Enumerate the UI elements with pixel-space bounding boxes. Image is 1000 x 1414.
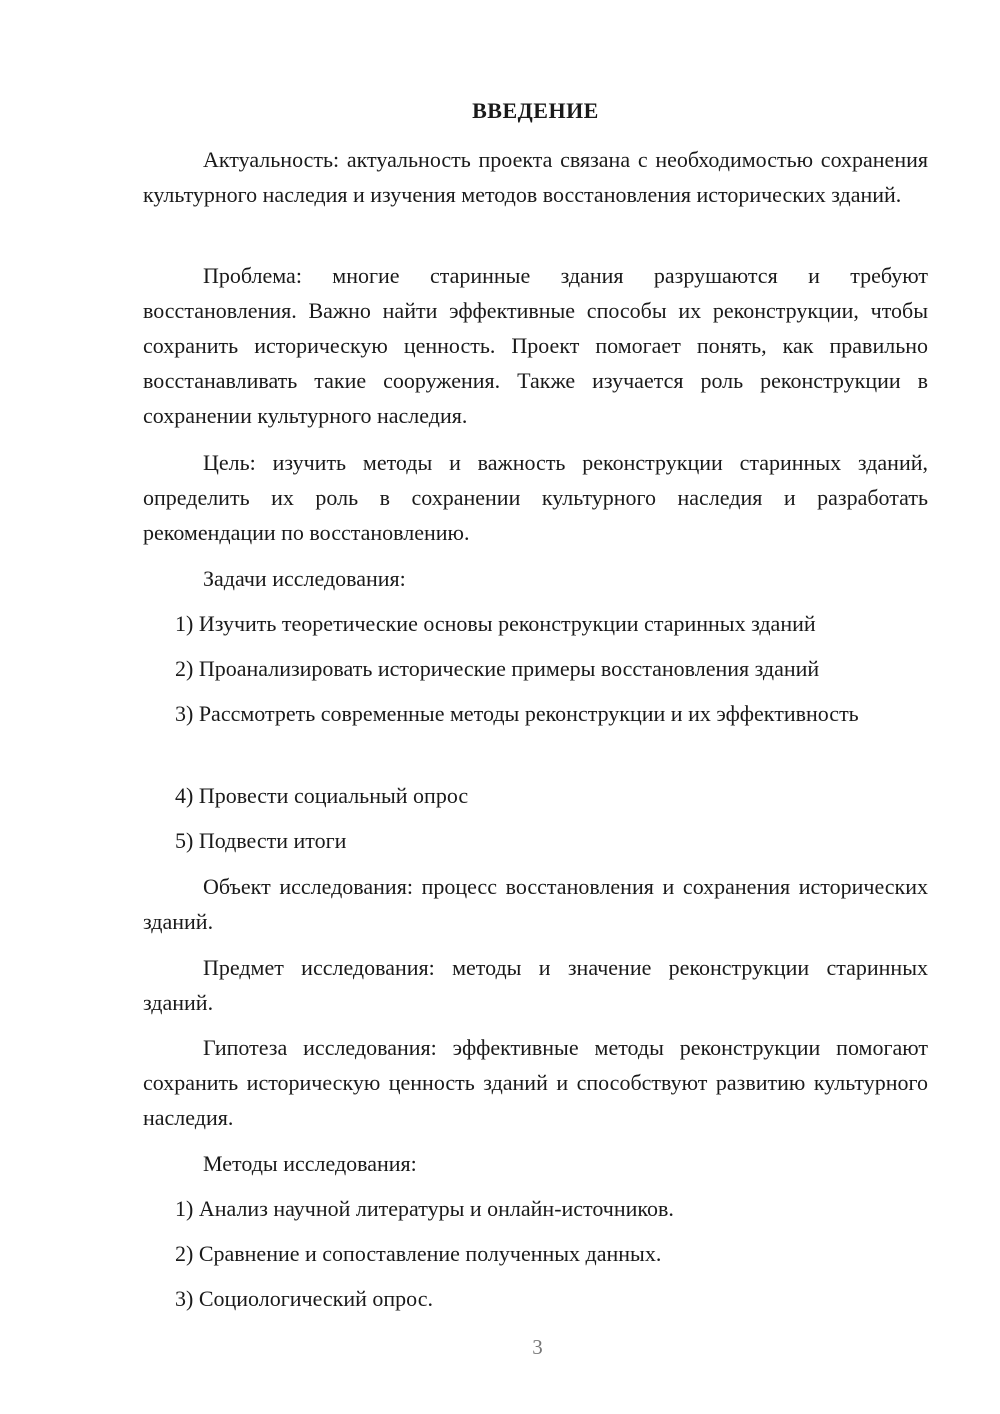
problem-paragraph: Проблема: многие старинные здания разрушаются и требуют восстановления. Важно найти эффективные способы их реконструкции, чтобы сохранить историческую ценность. Проект помогает понять, как правильно восстанавливать такие сооружения. Также изучается роль реконструкции в сохранении культурного наследия. xyxy=(143,263,928,428)
task-item-4: 4) Провести социальный опрос xyxy=(175,783,469,808)
task-item-2: 2) Проанализировать исторические примеры восстановления зданий xyxy=(175,656,820,681)
object-paragraph: Объект исследования: процесс восстановления и сохранения исторических зданий. xyxy=(143,874,928,934)
section-heading: ВВЕДЕНИЕ xyxy=(472,98,599,123)
goal-paragraph: Цель: изучить методы и важность реконструкции старинных зданий, определить их роль в сохранении культурного наследия и разработать рекомендации по восстановлению. xyxy=(143,450,928,545)
method-item-1: 1) Анализ научной литературы и онлайн-источников. xyxy=(175,1196,674,1221)
page-number: 3 xyxy=(532,1335,543,1359)
method-item-2: 2) Сравнение и сопоставление полученных данных. xyxy=(175,1241,662,1266)
method-item-3: 3) Социологический опрос. xyxy=(175,1286,433,1311)
task-item-5: 5) Подвести итоги xyxy=(175,828,347,853)
subject-paragraph: Предмет исследования: методы и значение реконструкции старинных зданий. xyxy=(143,955,928,1015)
relevance-paragraph: Актуальность: актуальность проекта связана с необходимостью сохранения культурного наследия и изучения методов восстановления исторических зданий. xyxy=(143,147,928,207)
task-item-3: 3) Рассмотреть современные методы реконструкции и их эффективность xyxy=(175,701,859,726)
task-item-1: 1) Изучить теоретические основы реконструкции старинных зданий xyxy=(175,611,816,636)
tasks-heading: Задачи исследования: xyxy=(203,566,406,591)
hypothesis-paragraph: Гипотеза исследования: эффективные методы реконструкции помогают сохранить историческую ценность зданий и способствуют развитию культурного наследия. xyxy=(143,1035,928,1130)
methods-heading: Методы исследования: xyxy=(203,1151,417,1176)
